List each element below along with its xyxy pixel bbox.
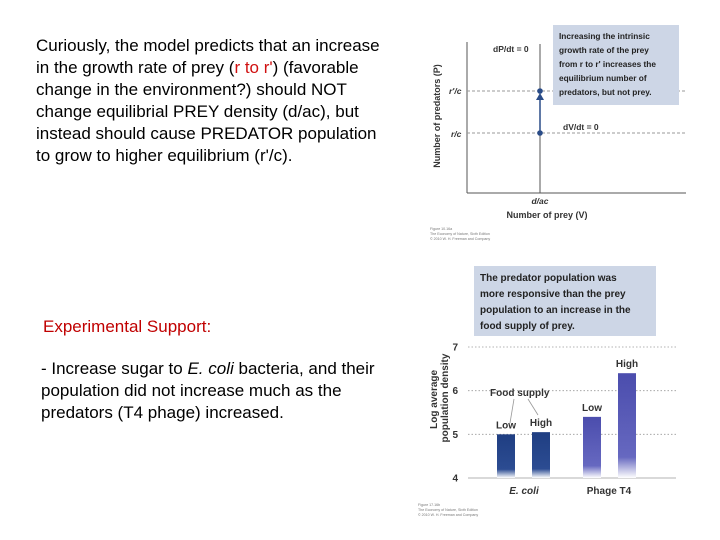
isocline-callout-line-3: from r to r' increases the [559, 59, 656, 69]
legend-pointer-high [528, 399, 538, 415]
bar-label-low: Low [582, 402, 602, 414]
chart-callout-line-2: more responsive than the prey [480, 289, 626, 300]
isocline-credit-line-2: The Economy of Nature, Sixth Edition [430, 232, 490, 236]
intro-text-1: Curiously, the model predicts that an increase in the growth rate of prey ( [36, 36, 380, 77]
bar-label-low: Low [496, 420, 516, 432]
chart-callout-line-3: population to an increase in the [480, 305, 631, 316]
experimental-species: E. coli [187, 359, 234, 378]
chart-credit [418, 503, 479, 517]
chart-callout-line-4: food supply of prey. [480, 321, 575, 332]
chart-credit-line-1: Figure 17.16b [418, 503, 441, 507]
y-tick-label: 4 [452, 473, 458, 485]
chart-y-label [429, 353, 451, 442]
predators-axis-label: Number of predators (P) [432, 64, 442, 168]
y-tick-label: 7 [452, 342, 458, 354]
isocline-credit-line-3: © 2010 W. H. Freeman and Company [430, 237, 491, 241]
prey-axis-label: Number of prey (V) [506, 210, 588, 220]
bar-label-high: High [529, 418, 553, 430]
bar-phage-high [618, 373, 636, 478]
bar-ecoli-high [532, 432, 550, 478]
group-label-phage: Phage T4 [586, 486, 632, 497]
intro-text-2: ) (favorable change in the environment?) should NOT change equilibrial PREY density (d/ac), but instead should cause PREDATOR population to grow to higher equilibrium (r'/c). [36, 58, 377, 165]
chart-credit-line-2: The Economy of Nature, Sixth Edition [418, 508, 478, 512]
bar-label-high: High [615, 359, 639, 371]
experimental-suffix: bacteria, and their population did not increase much as the predators (T4 phage) increased. [41, 359, 375, 422]
chart-credit-line-3: © 2010 W. H. Freeman and Company [418, 513, 479, 517]
isocline-callout-line-2: growth rate of the prey [559, 45, 649, 55]
isocline-callout-line-4: equilibrium number of [559, 73, 647, 83]
y-tick-label: 5 [452, 429, 458, 441]
chart-y-label-line-2: population density [440, 353, 451, 443]
bar-phage-low [583, 417, 601, 478]
dP-isocline-label: dP/dt = 0 [493, 44, 529, 54]
experimental-prefix: - Increase sugar to [41, 359, 188, 378]
bar-ecoli-low [497, 434, 515, 478]
chart-callout-line-1: The predator population was [480, 273, 617, 284]
isocline-callout-line-1: Increasing the intrinsic [559, 31, 650, 41]
r-prime-label: r'/c [449, 86, 462, 96]
dV-isocline-label: dV/dt = 0 [563, 122, 599, 132]
prey-tick-label: d/ac [531, 196, 549, 206]
r-label: r/c [451, 129, 462, 139]
intro-highlight: r to r' [234, 58, 273, 77]
experimental-heading: Experimental Support: [43, 317, 212, 336]
chart-y-ticks [452, 343, 458, 485]
y-tick-label: 6 [452, 386, 458, 398]
chart-y-label-line-1: Log average [429, 369, 440, 429]
legend-title: Food supply [490, 388, 550, 399]
isocline-callout-line-5: predators, but not prey. [559, 87, 652, 97]
isocline-credit-line-1: Figure 10.16a [430, 227, 453, 231]
group-label-ecoli: E. coli [509, 486, 539, 497]
